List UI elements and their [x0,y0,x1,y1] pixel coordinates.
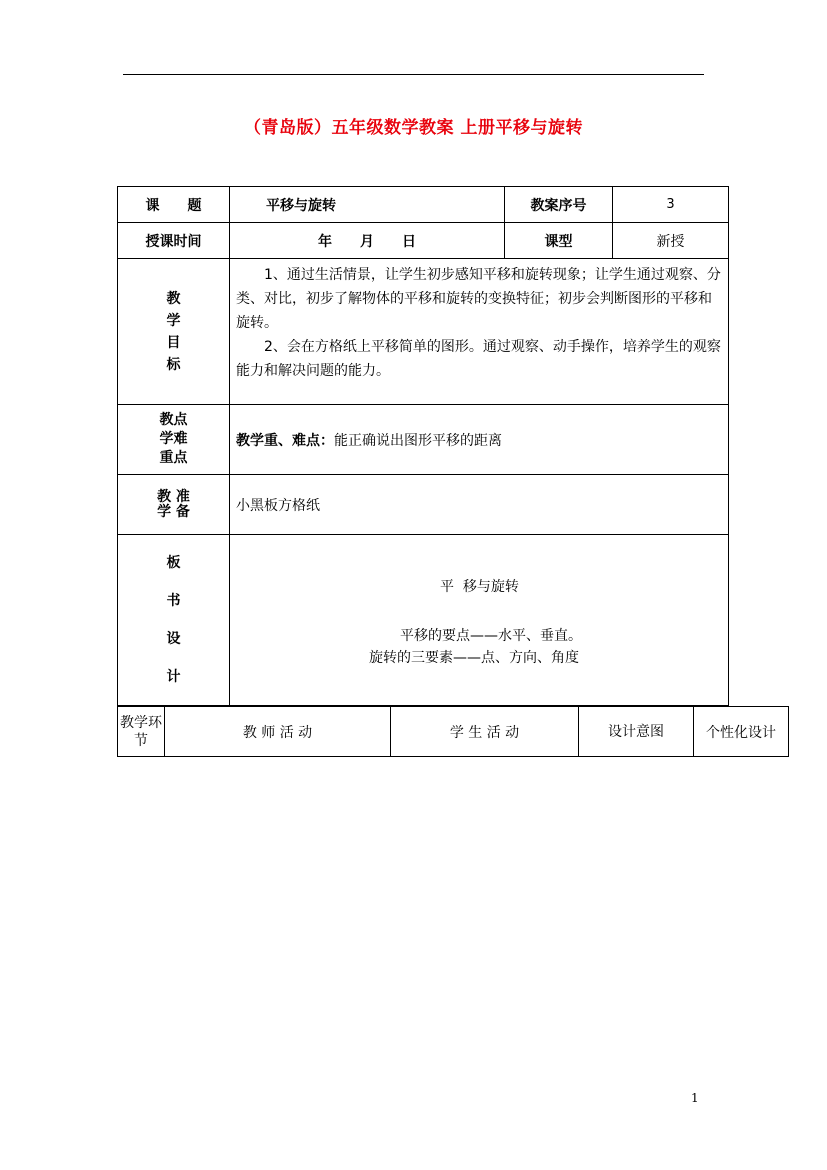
board-line-2: 旋转的三要素——点、方向、角度 [369,650,579,666]
goals-label: 教 学 目 标 [118,259,230,405]
goal-item: 2、会在方格纸上平移简单的图形。通过观察、动手操作，培养学生的观察能力和解决问题的能力。 [236,339,721,379]
table-row [118,405,729,475]
seq-label: 教案序号 [505,187,613,223]
keypoints-label: 教点 学难 重点 [118,405,230,475]
table-row [118,223,729,259]
page-number: 1 [691,1091,699,1105]
table-row [118,535,729,706]
keypoints-content [230,405,729,475]
teacher-activity-label: 教 师 活 动 [165,707,391,757]
board-title: 平 移与旋转 [440,579,519,595]
board-label: 板 书 设 计 [118,535,230,706]
keypoints-text: 能正确说出图形平移的距离 [334,432,502,449]
board-line-1: 平移的要点——水平、垂直。 [400,628,582,644]
time-label: 授课时间 [118,223,230,259]
table-row [118,187,729,223]
student-activity-label: 学 生 活 动 [391,707,579,757]
table-row [118,259,729,405]
keypoints-heading: 教学重、难点： [236,432,334,449]
personalized-design-label: 个性化设计 [694,707,789,757]
goal-item: 1、通过生活情景，让学生初步感知平移和旋转现象；让学生通过观察、分类、对比，初步了解物体的平移和旋转的变换特征；初步会判断图形的平移和旋转。 [236,267,721,331]
seq-value: 3 [613,187,729,223]
board-content [230,535,729,706]
page-title: （青岛版）五年级数学教案 上册平移与旋转 [244,118,583,138]
lesson-plan-table [117,186,729,706]
type-label: 课型 [505,223,613,259]
prep-value: 小黑板方格纸 [230,475,729,535]
design-intent-label: 设计意图 [579,707,694,757]
type-value: 新授 [613,223,729,259]
time-value: 年 月 日 [230,223,505,259]
topic-value: 平移与旋转 [230,187,505,223]
topic-label: 课 题 [118,187,230,223]
stage-label: 教学环节 [118,707,165,757]
table-row [118,475,729,535]
header-rule [123,74,704,75]
prep-label: 教 准 学 备 [118,475,230,535]
goals-content [230,259,729,405]
activity-header-table [117,706,789,757]
table-row [118,707,789,757]
